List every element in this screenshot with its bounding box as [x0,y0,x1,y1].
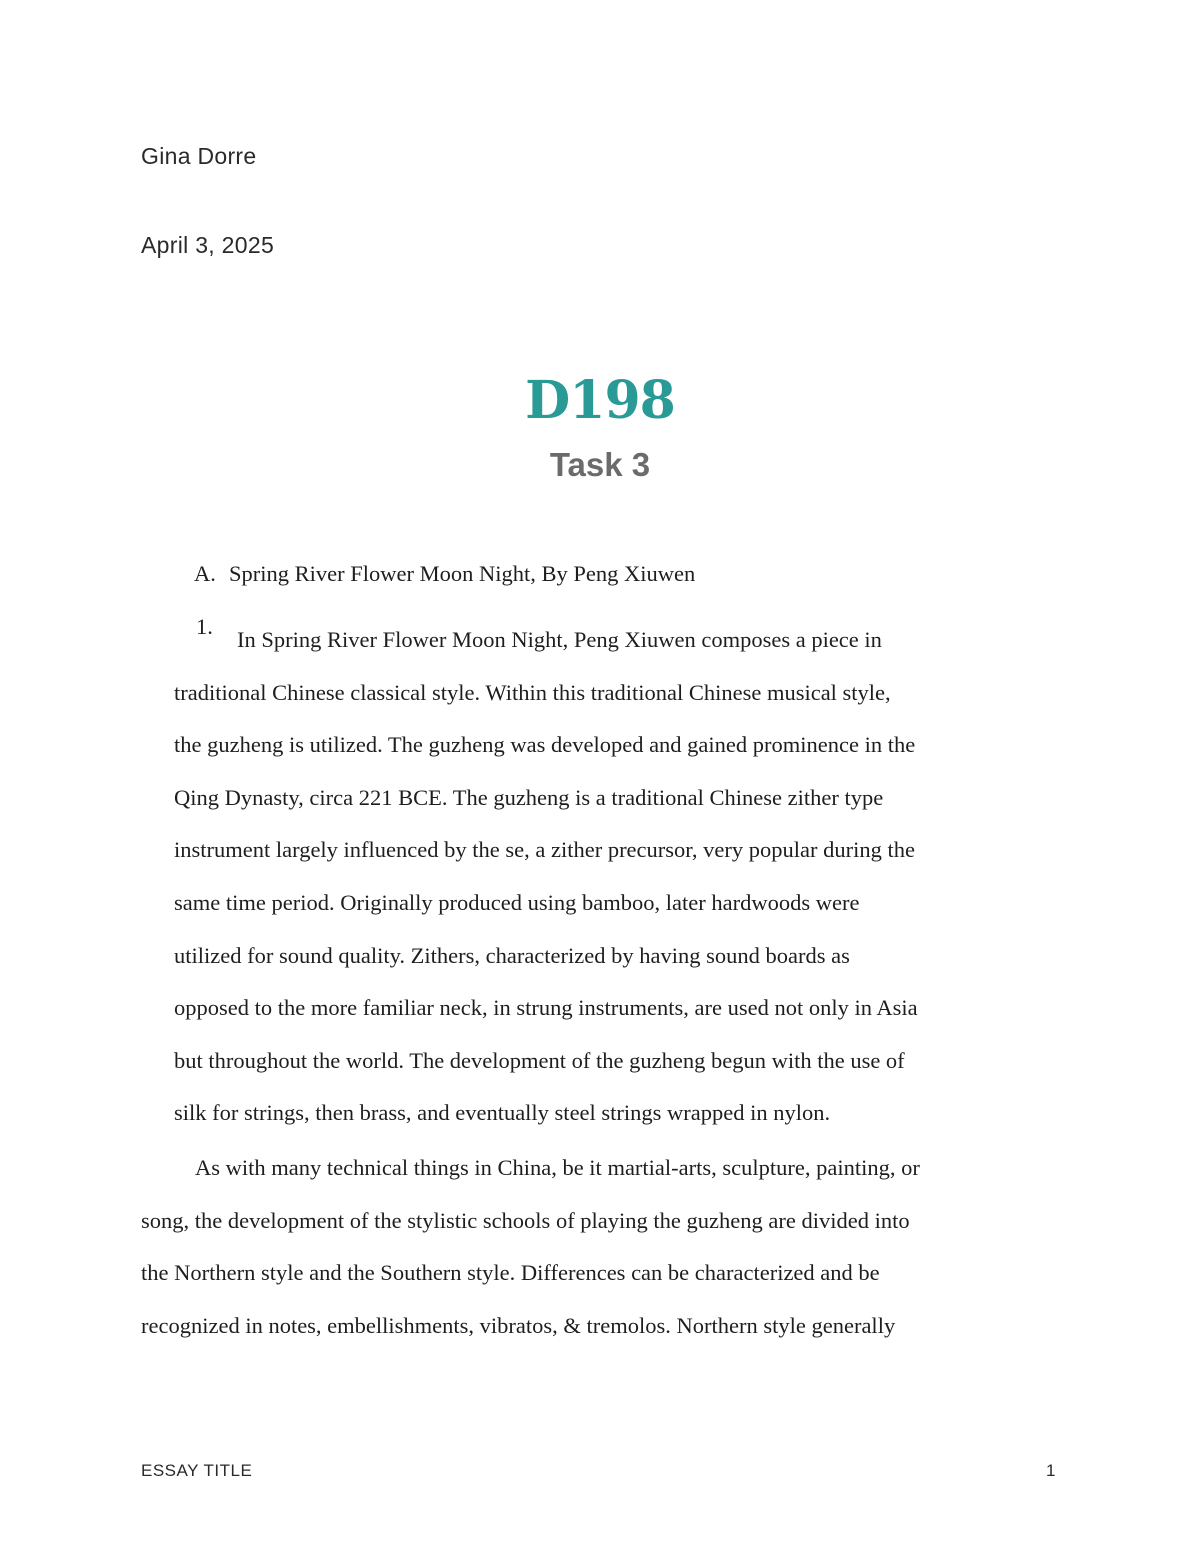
section-a-marker: A. [194,561,216,586]
paragraph-line: the guzheng is utilized. The guzheng was developed and gained prominence in the [174,732,916,758]
paragraph-line: As with many technical things in China, be it martial-arts, sculpture, painting, or [195,1155,920,1180]
paragraph-line: but throughout the world. The development of the guzheng begun with the use of [174,1047,905,1073]
item-1-paragraph [174,614,1074,1140]
paragraph-line: In Spring River Flower Moon Night, Peng Xiuwen composes a piece in [237,627,882,652]
paragraph-line: song, the development of the stylistic schools of playing the guzheng are divided into [141,1207,910,1233]
paragraph-line: utilized for sound quality. Zithers, characterized by having sound boards as [174,942,850,968]
paragraph-line: recognized in notes, embellishments, vibratos, & tremolos. Northern style generally [141,1312,896,1338]
paragraph-line: traditional Chinese classical style. Within this traditional Chinese musical style, [174,679,891,705]
author-name: Gina Dorre [141,143,257,169]
section-a-title: Spring River Flower Moon Night, By Peng Xiuwen [229,561,696,586]
task-subtitle: Task 3 [549,446,651,483]
paragraph-line: Qing Dynasty, circa 221 BCE. The guzheng is a traditional Chinese zither type [174,784,884,810]
document-date: April 3, 2025 [141,232,275,258]
body-paragraph-2 [141,1142,1071,1352]
paragraph-line: silk for strings, then brass, and eventually steel strings wrapped in nylon. [174,1100,831,1126]
footer-essay-title: ESSAY TITLE [141,1461,253,1480]
paragraph-line: opposed to the more familiar neck, in strung instruments, are used not only in Asia [174,995,918,1021]
paragraph-line: instrument largely influenced by the se, a zither precursor, very popular during the [174,837,915,863]
footer-page-number: 1 [1046,1461,1056,1480]
course-code-title: D198 [525,370,675,431]
paragraph-line: the Northern style and the Southern style. Differences can be characterized and be [141,1260,880,1286]
paragraph-line: same time period. Originally produced using bamboo, later hardwoods were [174,889,860,915]
item-1-marker: 1. [196,614,213,639]
